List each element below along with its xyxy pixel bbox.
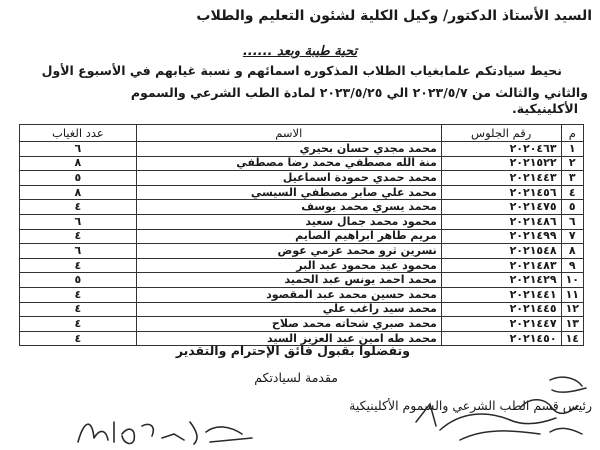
- row-absence-count: ٤: [20, 302, 137, 317]
- table-row: [20, 200, 584, 215]
- table-row: [20, 258, 584, 273]
- row-absence-count: ٤: [20, 229, 137, 244]
- row-seat-number: ٢٠٢١٥٤٨: [441, 244, 561, 259]
- submitted-by-line: مقدمة لسيادتكم: [254, 370, 338, 385]
- table-row: [20, 142, 584, 157]
- row-student-name: محمد حمدي حمودة اسماعيل: [136, 171, 441, 186]
- table-row: [20, 214, 584, 229]
- body-line-2: والثاني والثالث من ٢٠٢٣/٥/٧ الي ٢٠٢٣/٥/٢٥ لمادة الطب الشرعي والسموم: [130, 85, 588, 100]
- table-row: [20, 171, 584, 186]
- row-index: ١٢: [561, 302, 583, 317]
- body-line-3: الأكلينيكية.: [512, 101, 578, 116]
- row-index: ١١: [561, 287, 583, 302]
- row-student-name: نسرين ثرو محمد عزمي عوض: [136, 244, 441, 259]
- row-student-name: محمد حسين محمد عبد المقصود: [136, 287, 441, 302]
- row-student-name: محمود محمد جمال سعيد: [136, 214, 441, 229]
- header-seat-number: رقم الجلوس: [441, 125, 561, 142]
- greeting-line: تحية طيبة وبعد ......: [242, 44, 358, 59]
- row-seat-number: ٢٠٢١٤٩٩: [441, 229, 561, 244]
- row-absence-count: ٨: [20, 185, 137, 200]
- row-index: ٨: [561, 244, 583, 259]
- row-student-name: محمود عيد محمود عبد البر: [136, 258, 441, 273]
- row-absence-count: ٨: [20, 156, 137, 171]
- row-absence-count: ٥: [20, 171, 137, 186]
- closing-line: وتفضلوا بقبول فائق الإحترام والتقدير: [175, 343, 410, 358]
- row-absence-count: ٤: [20, 200, 137, 215]
- row-index: ١٣: [561, 317, 583, 332]
- table-row: [20, 244, 584, 259]
- header-absence-count: عدد الغياب: [20, 125, 137, 142]
- row-student-name: محمد يسري محمد يوسف: [136, 200, 441, 215]
- row-absence-count: ٤: [20, 331, 137, 346]
- row-index: ٩: [561, 258, 583, 273]
- row-index: ٣: [561, 171, 583, 186]
- row-seat-number: ٢٠٢١٤٤٧: [441, 317, 561, 332]
- row-index: ٥: [561, 200, 583, 215]
- row-student-name: محمد احمد يونس عبد الحميد: [136, 273, 441, 288]
- row-index: ١: [561, 142, 583, 157]
- row-student-name: محمد علي صابر مصطفي السيسي: [136, 185, 441, 200]
- row-index: ٧: [561, 229, 583, 244]
- body-line-1: نحيط سيادتكم علمابغياب الطلاب المذكوره اسمائهم و نسبة غيابهم في الأسبوع الأول: [41, 63, 562, 78]
- table-header-row: [20, 125, 584, 142]
- row-absence-count: ٦: [20, 142, 137, 157]
- row-seat-number: ٢٠٢١٤٧٥: [441, 200, 561, 215]
- row-student-name: محمد طه امين عبد العزيز السيد: [136, 331, 441, 346]
- absence-table: [19, 124, 584, 346]
- right-signature-handwriting: [400, 368, 595, 448]
- row-index: ١٠: [561, 273, 583, 288]
- row-student-name: منة الله مصطفي محمد رضا مصطفي: [136, 156, 441, 171]
- table-row: [20, 156, 584, 171]
- row-index: ٢: [561, 156, 583, 171]
- header-name: الاسم: [136, 125, 441, 142]
- table-row: [20, 302, 584, 317]
- row-seat-number: ٢٠٢١٤٥٠: [441, 331, 561, 346]
- left-signature-handwriting: [70, 412, 260, 450]
- row-seat-number: ٢٠٢١٤٤٥: [441, 302, 561, 317]
- row-seat-number: ٢٠٢١٤٢٩: [441, 273, 561, 288]
- row-seat-number: ٢٠٢١٤٥٦: [441, 185, 561, 200]
- row-seat-number: ٢٠٢١٥٢٢: [441, 156, 561, 171]
- row-seat-number: ٢٠٢١٤٤١: [441, 287, 561, 302]
- row-index: ٤: [561, 185, 583, 200]
- row-absence-count: ٤: [20, 258, 137, 273]
- table-row: [20, 317, 584, 332]
- table-row: [20, 287, 584, 302]
- table-row: [20, 185, 584, 200]
- header-index: م: [561, 125, 583, 142]
- table-row: [20, 229, 584, 244]
- row-absence-count: ٦: [20, 244, 137, 259]
- row-absence-count: ٤: [20, 287, 137, 302]
- row-student-name: مريم طاهر ابراهيم الصايم: [136, 229, 441, 244]
- row-index: ٦: [561, 214, 583, 229]
- row-absence-count: ٥: [20, 273, 137, 288]
- table-row: [20, 273, 584, 288]
- row-index: ١٤: [561, 331, 583, 346]
- row-student-name: محمد سيد راغب علي: [136, 302, 441, 317]
- addressee-line: السيد الأستاذ الدكتور/ وكيل الكلية لشئون التعليم والطلاب: [196, 8, 592, 24]
- row-student-name: محمد صبري شحاته محمد صلاح: [136, 317, 441, 332]
- row-seat-number: ٢٠٢١٤٤٣: [441, 171, 561, 186]
- row-seat-number: ٢٠٢٠٤٦٣: [441, 142, 561, 157]
- row-seat-number: ٢٠٢١٤٨٣: [441, 258, 561, 273]
- row-student-name: محمد مجدي حسان بحيري: [136, 142, 441, 157]
- department-head-title: رئيس قسم الطب الشرعي والسموم الأكلينيكية: [349, 398, 592, 413]
- row-absence-count: ٦: [20, 214, 137, 229]
- row-absence-count: ٤: [20, 317, 137, 332]
- row-seat-number: ٢٠٢١٤٨٦: [441, 214, 561, 229]
